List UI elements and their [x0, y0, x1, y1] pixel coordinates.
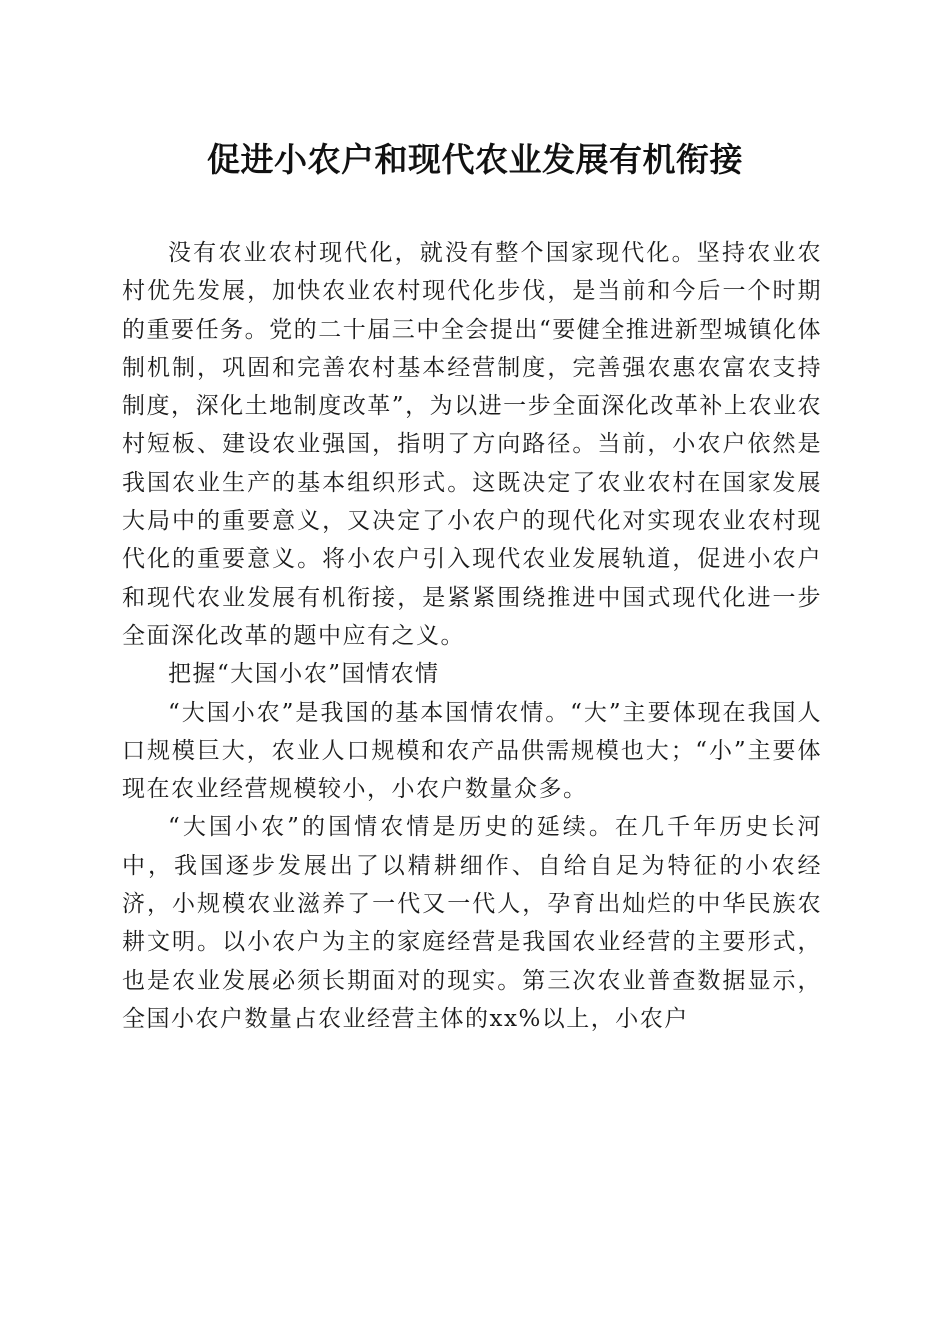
document-body	[122, 234, 822, 1038]
paragraph-intro: 没有农业农村现代化，就没有整个国家现代化。坚持农业农村优先发展，加快农业农村现代化步伐，是当前和今后一个时期的重要任务。党的二十届三中全会提出“要健全推进新型城镇化体制机制，巩固和完善农村基本经营制度，完善强农惠农富农支持制度，深化土地制度改革”，为以进一步全面深化改革补上农业农村短板、建设农业强国，指明了方向路径。当前，小农户依然是我国农业生产的基本组织形式。这既决定了农业农村在国家发展大局中的重要意义，又决定了小农户的现代化对实现农业农村现代化的重要意义。将小农户引入现代农业发展轨道，促进小农户和现代农业发展有机衔接，是紧紧围绕推进中国式现代化进一步全面深化改革的题中应有之义。	[122, 240, 822, 649]
document-title: 促进小农户和现代农业发展有机衔接	[207, 140, 743, 179]
paragraph-definition: “大国小农”是我国的基本国情农情。“大”主要体现在我国人口规模巨大，农业人口规模和农产品供需规模也大；“小”主要体现在农业经营规模较小，小农户数量众多。	[122, 699, 822, 803]
paragraph-history: “大国小农”的国情农情是历史的延续。在几千年历史长河中，我国逐步发展出了以精耕细作、自给自足为特征的小农经济，小规模农业滋养了一代又一代人，孕育出灿烂的中华民族农耕文明。以小农户为主的家庭经营是我国农业经营的主要形式，也是农业发展必须长期面对的现实。第三次农业普查数据显示，全国小农户数量占农业经营主体的xx%以上，小农户	[122, 814, 822, 1032]
section-heading: 把握“大国小农”国情农情	[168, 661, 440, 688]
